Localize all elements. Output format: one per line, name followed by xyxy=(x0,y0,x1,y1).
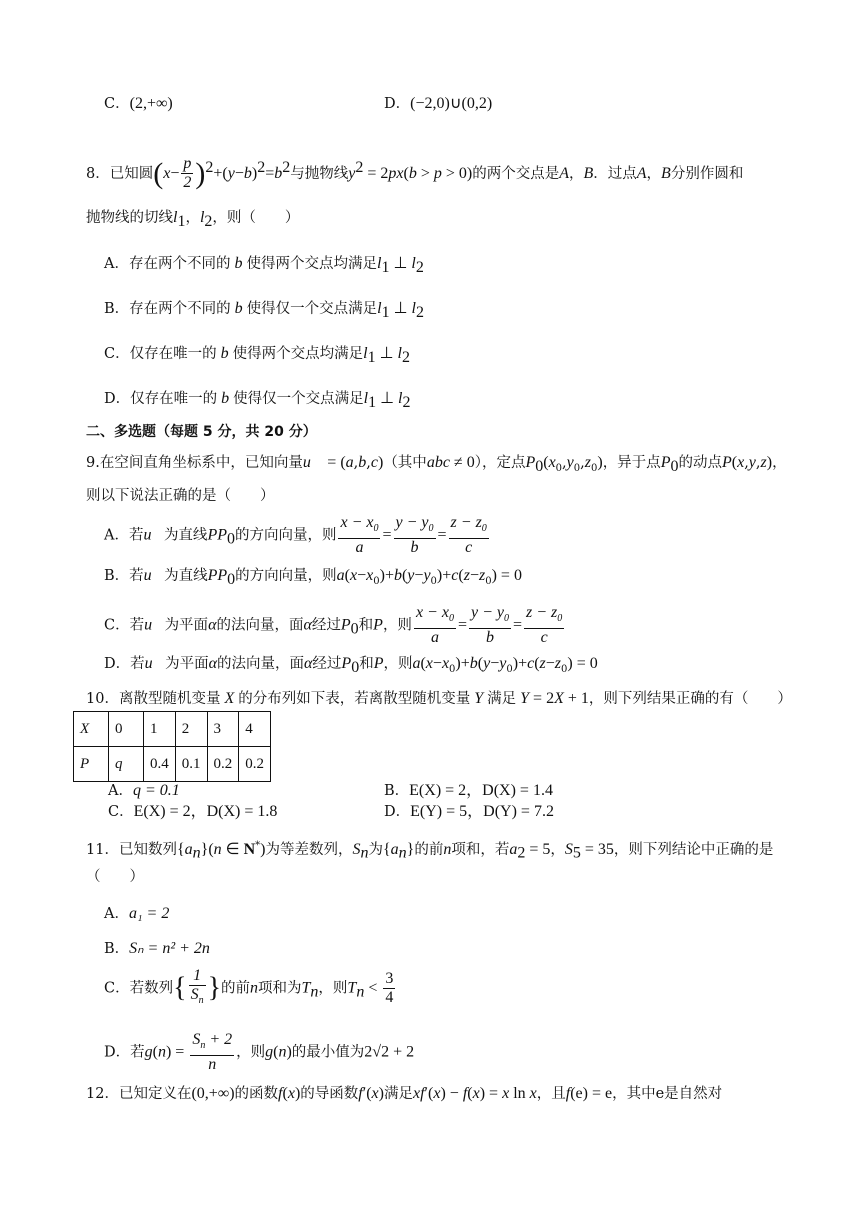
table-cell: 4 xyxy=(239,712,271,747)
table-cell: 0.4 xyxy=(144,747,176,782)
q7-option-d-math: (−2,0)∪(0,2) xyxy=(410,95,493,112)
section-title: 二、多选题（每题 5 分，共 20 分） xyxy=(86,424,317,440)
q9-stem: 9.在空间直角坐标系中，已知向量u⃗ = (a,b,c)（其中abc ≠ 0），定点$P_0(x_0,y_0,z_0)$，异于点$P_0$的动点P(x,y,z)， xyxy=(86,454,787,475)
q12-stem: 12．已知定义在(0,+∞)的函数f(x)的导函数f′(x)满足xf′(x) − f(x) = x ln x，且f(e) = e，其中e是自然对 xyxy=(86,1085,723,1102)
q11-stem-line2: （ ） xyxy=(86,869,144,885)
q7-option-c-math: (2,+∞) xyxy=(129,95,173,112)
q10-option-c[interactable]: C．E(X) = 2，D(X) = 1.8 xyxy=(108,803,278,820)
q8-stem: 8．已知圆(x− $\frac{p}{2}$ )$^2+(y-b)^2=b^2$与抛物线$y^2 = 2px(b > p > 0)$的两个交点是A，B．过点A，B分别作圆和 xyxy=(86,155,744,192)
table-row xyxy=(74,747,271,782)
q9-option-c[interactable]: C．若u⃗为平面α的法向量，面α经过$P_0$和P，则 $\frac{x - x_0}{a}$ = $\frac{y - y_0}{b}$ = $\frac{z - z_0}{c}$ xyxy=(104,604,563,647)
q11-option-c[interactable]: C．若数列{ $\frac{1}{S_n}$ }的前n项和为$T_n$，则$T_n$ < $\frac{3}{4}$ xyxy=(104,967,394,1007)
q10-stem: 10．离散型随机变量 X 的分布列如下表，若离散型随机变量 Y 满足 Y = 2X + 1，则下列结果正确的有（ ） xyxy=(86,690,792,707)
q8-option-b[interactable]: B．存在两个不同的 b 使得仅一个交点满足$l_1$ ⊥ $l_2$ xyxy=(104,300,424,321)
q8-option-d[interactable]: D．仅存在唯一的 b 使得仅一个交点满足$l_1$ ⊥ $l_2$ xyxy=(104,390,411,411)
q9-stem-line2: 则以下说法正确的是（ ） xyxy=(86,488,275,504)
table-cell: 3 xyxy=(207,712,239,747)
table-cell: P xyxy=(74,747,109,782)
q9-option-d[interactable]: D．若u⃗为平面α的法向量，面α经过$P_0$和P，则$a(x-x_0)+b(y-y_0)+c(z-z_0) = 0$ xyxy=(104,655,598,676)
table-cell: 2 xyxy=(175,712,207,747)
table-cell: 0.2 xyxy=(239,747,271,782)
q8-stem-line2: 抛物线的切线$l_1$，$l_2$，则（ ） xyxy=(86,209,300,230)
q10-option-d[interactable]: D．E(Y) = 5，D(Y) = 7.2 xyxy=(384,803,554,820)
q11-option-d[interactable]: D．若g(n) = $\frac{S_n + 2}{n}$ ，则g(n)的最小值为2√2 + 2 xyxy=(104,1031,415,1074)
table-cell: 0 xyxy=(109,712,144,747)
table-cell: 0.2 xyxy=(207,747,239,782)
q7-option-c[interactable]: C．(2,+∞) xyxy=(104,95,173,112)
table-cell: q xyxy=(109,747,144,782)
q11-option-b[interactable]: B．Sₙ = n² + 2n xyxy=(104,940,210,957)
q10-option-a[interactable]: A．q = 0.1 xyxy=(108,782,180,799)
q11-stem: 11．已知数列$\{a_n\}(n$ ∈ N*)为等差数列，$S_n$为$\{a_n\}$的前n项和，若$a_2 = 5$，$S_5 = 35$，则下列结论中正确的是 xyxy=(86,840,774,862)
q8-option-a[interactable]: A．存在两个不同的 b 使得两个交点均满足$l_1$ ⊥ $l_2$ xyxy=(104,255,424,276)
q7-option-d[interactable]: D．(−2,0)∪(0,2) xyxy=(384,95,493,112)
distribution-table xyxy=(73,711,271,782)
table-cell: X xyxy=(74,712,109,747)
q10-option-b[interactable]: B．E(X) = 2，D(X) = 1.4 xyxy=(384,782,553,799)
q9-option-a[interactable]: A．若u⃗为直线$PP_0$的方向向量，则 $\frac{x - x_0}{a}$ = $\frac{y - y_0}{b}$ = $\frac{z - z_0}{c}$ xyxy=(104,514,487,557)
table-row xyxy=(74,712,271,747)
q8-fraction-p-over-2: $\frac{p}{2}$ xyxy=(183,155,192,192)
q8-option-c[interactable]: C．仅存在唯一的 b 使得两个交点均满足$l_1$ ⊥ $l_2$ xyxy=(104,345,410,366)
table-cell: 1 xyxy=(144,712,176,747)
q9-option-b[interactable]: B．若u⃗为直线$PP_0$的方向向量，则$a(x-x_0)+b(y-y_0)+c(z-z_0) = 0$ xyxy=(104,567,522,588)
table-cell: 0.1 xyxy=(175,747,207,782)
q11-option-a[interactable]: A．a₁ = 2 xyxy=(104,905,170,922)
